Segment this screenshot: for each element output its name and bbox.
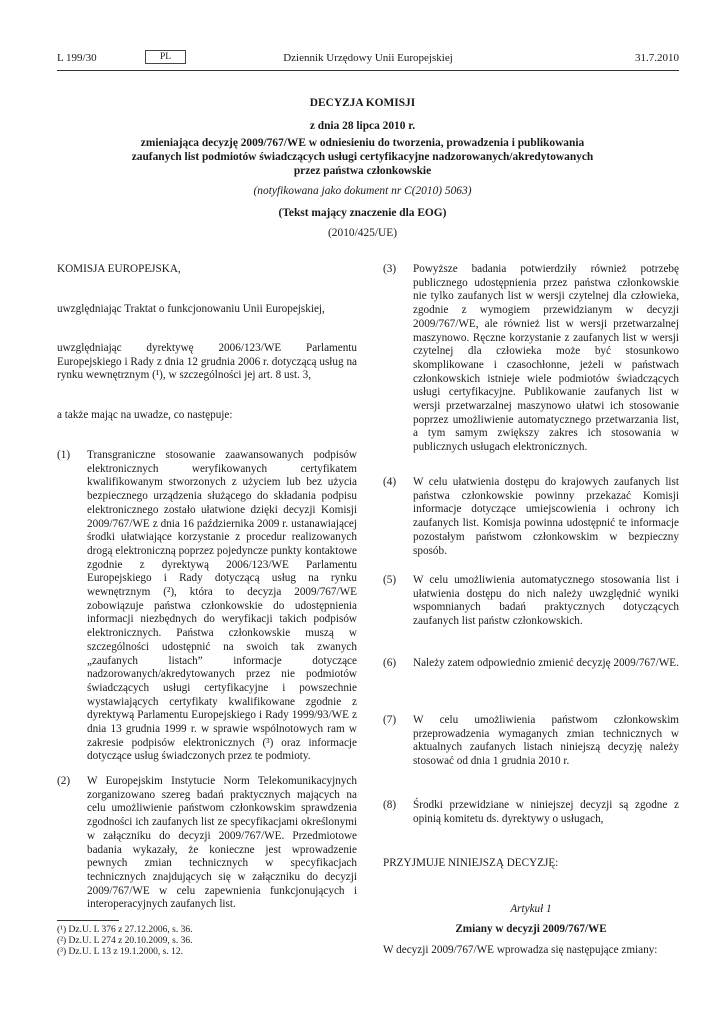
left-column: [57, 0, 357, 1024]
journal-title: Dziennik Urzędowy Unii Europejskiej: [283, 52, 453, 64]
recital-number: (1): [57, 449, 71, 461]
recital-text: Transgraniczne stosowanie zaawansowanych podpisów elektronicznych weryfikowanych certyfikatem kwalifikowanym stworzonych z użyciem lub bez użycia bezpiecznego urządzenia służącego do składania podpisu elektronicznego zostało ułatwione dzięki decyzji Komisji 2009/767/WE z dnia 16 października 2009 r. ustanawiającej środki ułatwiające korzystanie z procedur realizowanych drogą elektroniczną poprzez pojedyncze punkty kontaktowe zgodnie z dyrektywą 2006/123/WE Parlamentu Europejskiego i Rady dotyczącą usług na rynku wewnętrznym (²), która to decyzja 2009/767/WE zobowiązuje państwa członkowskie do udostępnienia informacji niezbędnych do weryfikacji takich podpisów elektronicznych. Państwa członkowskie muszą w szczególności udostępnić na swoich tak zwanych „zaufanych listach” informacje dotyczące nadzorowanych/akredytowanych przez nie podmiotów świadczących usługi certyfikacyjne i powszechnie wystawiających certyfikaty kwalifikowane zgodnie z dyrektywą Parlamentu Europejskiego i Rady 1999/93/WE z dnia 13 grudnia 1999 r. w sprawie wspólnotowych ram w zakresie podpisów elektronicznych (³) oraz informacje dotyczące usług świadczonych przez te podmioty.: [87, 449, 357, 763]
preamble-whereas: a także mając na uwadze, co następuje:: [57, 409, 233, 421]
recital-number: (2): [57, 775, 71, 787]
recital-text: W celu umożliwienia państwom członkowskim przeprowadzenia wymaganych zmian technicznych w aktualnych zaufanych listach niniejszą decyzję należy stosować od dnia 1 grudnia 2010 r.: [413, 714, 679, 768]
recital-text: W celu umożliwienia automatycznego stosowania list i ułatwienia dostępu do nich należy uwzględnić wyniki wspomnianych badań praktycznych dotyczących zaufanych list państw członkowskich.: [413, 574, 679, 628]
right-column: [383, 0, 679, 1024]
recital-text: Środki przewidziane w niniejszej decyzji są zgodne z opinią komitetu ds. dyrektywy o usługach,: [413, 799, 679, 825]
article-text: W decyzji 2009/767/WE wprowadza się następujące zmiany:: [383, 944, 658, 956]
footnote-1: (¹) Dz.U. L 376 z 27.12.2006, s. 36.: [57, 925, 193, 935]
recital-number: (5): [383, 574, 397, 586]
journal-reference: L 199/30: [57, 52, 97, 64]
decision-number: (2010/425/UE): [328, 227, 397, 239]
adoption-formula: PRZYJMUJE NINIEJSZĄ DECYZJĘ:: [383, 857, 559, 869]
recital-text: Należy zatem odpowiednio zmienić decyzję 2009/767/WE.: [413, 657, 679, 669]
recital-number: (8): [383, 799, 397, 811]
article-heading: Artykuł 1: [510, 903, 552, 915]
recital-text: Powyższe badania potwierdziły również potrzebę publicznego udostępnienia przez państwa członkowskie nie tylko zaufanych list w wersji czytelnej dla człowieka, zgodnie z wymogiem przewidzianym w decyzji 2009/767/WE, ale również list w wersji przetwarzalnej maszynowo. Ręczne korzystanie z zaufanych list w wersji czytelnej dla człowieka może być stosunkowo skomplikowane i czasochłonne, jeżeli w państwach członkowskich istnieje wiele podmiotów świadczących usługi certyfikacyjne. Publikowanie zaufanych list w wersji przetwarzalnej maszynowo ułatwi ich stosowanie poprzez umożliwienie automatycznego przetwarzania list, a tym samym zwiększy zakres ich stosowania w publicznych usługach elektronicznych.: [413, 263, 679, 454]
notification-note: (notyfikowana jako dokument nr C(2010) 5063): [253, 185, 472, 197]
decision-subject-line-2: zaufanych list podmiotów świadczących usługi certyfikacyjne nadzorowanych/akredytowanych: [131, 151, 594, 163]
decision-type: DECYZJA KOMISJI: [309, 97, 416, 109]
recital-number: (7): [383, 714, 397, 726]
decision-date: z dnia 28 lipca 2010 r.: [309, 120, 416, 132]
recital-number: (6): [383, 657, 397, 669]
recital-text: W celu ułatwienia dostępu do krajowych zaufanych list państwa członkowskie powinny przekazać Komisji informacje dotyczące umiejscowienia i ochrony ich zaufanych list. Komisja powinna udostępnić te informacje pozostałym państwom członkowskim w bezpieczny sposób.: [413, 476, 679, 557]
footnote-2: (²) Dz.U. L 274 z 20.10.2009, s. 36.: [57, 936, 193, 946]
footnote-3: (³) Dz.U. L 13 z 19.1.2000, s. 12.: [57, 947, 183, 957]
preamble-commission: KOMISJA EUROPEJSKA,: [57, 263, 181, 275]
decision-subject-line-3: przez państwa członkowskie: [293, 165, 432, 177]
publication-date: 31.7.2010: [635, 52, 679, 64]
preamble-directive: uwzględniając dyrektywę 2006/123/WE Parlamentu Europejskiego i Rady z dnia 12 grudnia 2006 r. dotyczącą usług na rynku wewnętrznym (¹), w szczególności jej art. 8 ust. 3,: [57, 342, 357, 382]
footnote-divider: [57, 920, 119, 921]
recital-number: (4): [383, 476, 397, 488]
recital-text: W Europejskim Instytucie Norm Telekomunikacyjnych zorganizowano szereg badań praktycznych mających na celu umożliwienie państwom członkowskim sprawdzenia zgodności ich zaufanych list ze specyfikacjami określonymi w załączniku do decyzji 2009/767/WE. Przedmiotowe badania wykazały, że konieczne jest wprowadzenie pewnych zmian technicznych w specyfikacjach technicznych znajdujących się w załączniku do decyzji 2009/767/WE w celu zapewnienia funkcjonujących i interoperacyjnych zaufanych list.: [87, 775, 357, 911]
preamble-treaty: uwzględniając Traktat o funkcjonowaniu Unii Europejskiej,: [57, 303, 325, 315]
language-badge: PL: [145, 50, 186, 64]
decision-subject-line-1: zmieniająca decyzję 2009/767/WE w odniesieniu do tworzenia, prowadzenia i publikowania: [140, 137, 585, 149]
article-title: Zmiany w decyzji 2009/767/WE: [455, 923, 607, 935]
recital-number: (3): [383, 263, 397, 275]
eea-relevance-note: (Tekst mający znaczenie dla EOG): [278, 207, 447, 219]
